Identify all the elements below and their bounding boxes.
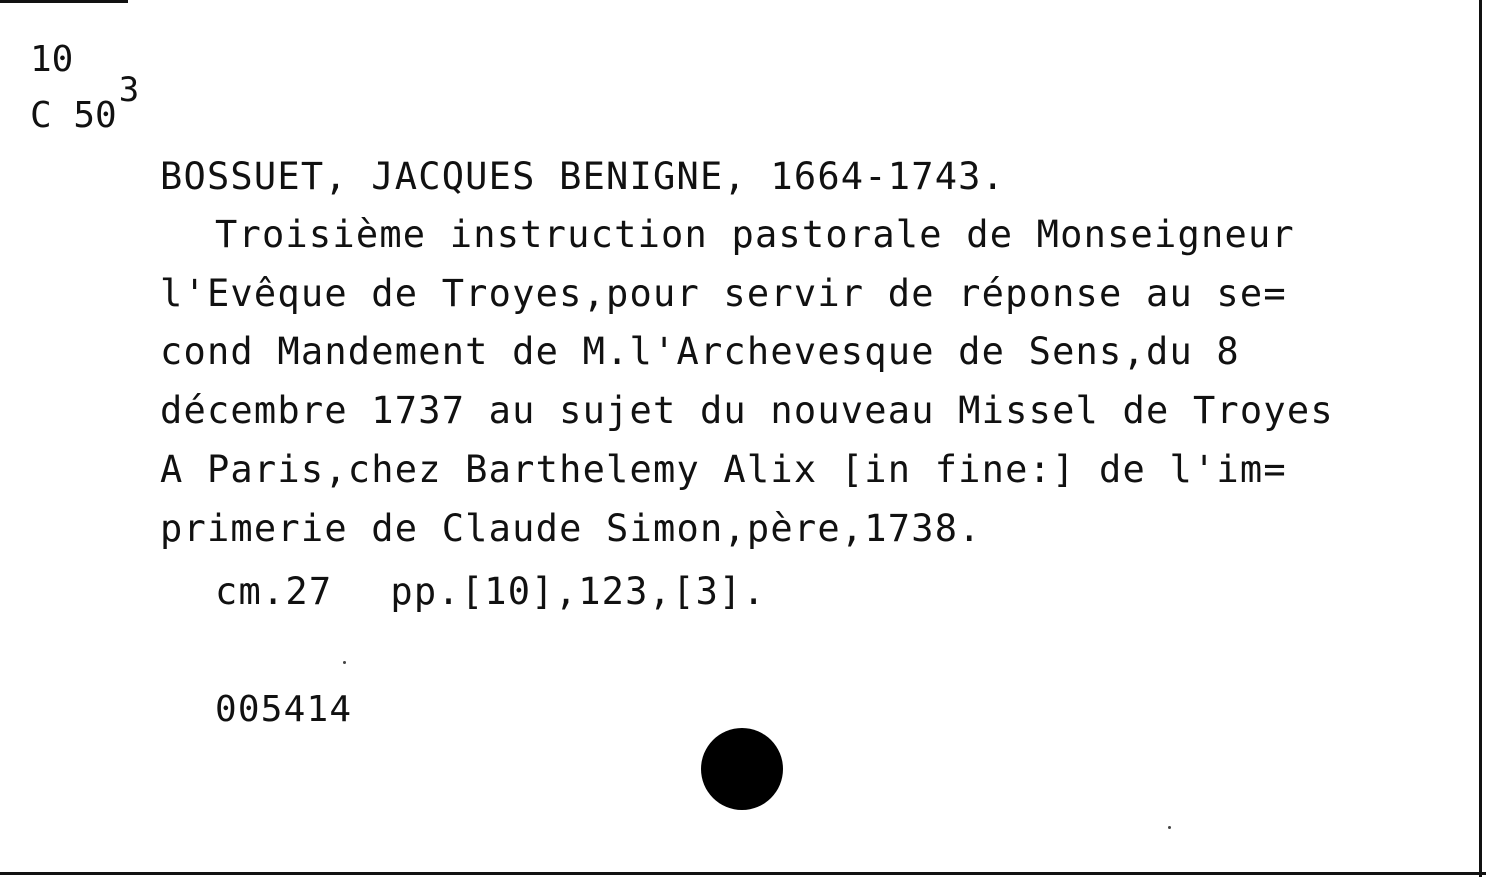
card-right-edge [1479, 0, 1482, 877]
call-number-superscript: 3 [118, 70, 140, 110]
speck-mark [343, 661, 346, 664]
title-line-3: cond Mandement de M.l'Archevesque de Sens,du 8 [160, 330, 1240, 373]
title-line-4: décembre 1737 au sujet du nouveau Missel de Troyes [160, 389, 1334, 432]
call-number-line1: 10 [30, 39, 74, 80]
collation-line [215, 571, 766, 613]
call-number-line2 [30, 70, 140, 136]
title-line-1: Troisième instruction pastorale de Monseigneur [215, 213, 1295, 256]
collation-pages: pp.[10],123,[3]. [390, 570, 767, 613]
imprint-line-1: A Paris,chez Barthelemy Alix [in fine:] de l'im= [160, 448, 1287, 491]
call-number-main: C 50 [30, 95, 117, 136]
imprint-line-2: primerie de Claude Simon,père,1738. [160, 507, 982, 550]
card-bottom-edge [0, 872, 1486, 875]
speck-mark [1168, 826, 1171, 829]
title-line-2: l'Evêque de Troyes,pour servir de réponse au se= [160, 272, 1287, 315]
collation-size: cm.27 [215, 570, 333, 613]
punch-hole [701, 728, 783, 810]
author-heading: BOSSUET, JACQUES BENIGNE, 1664-1743. [160, 155, 1006, 198]
record-number: 005414 [215, 689, 353, 730]
top-rule [0, 0, 128, 3]
